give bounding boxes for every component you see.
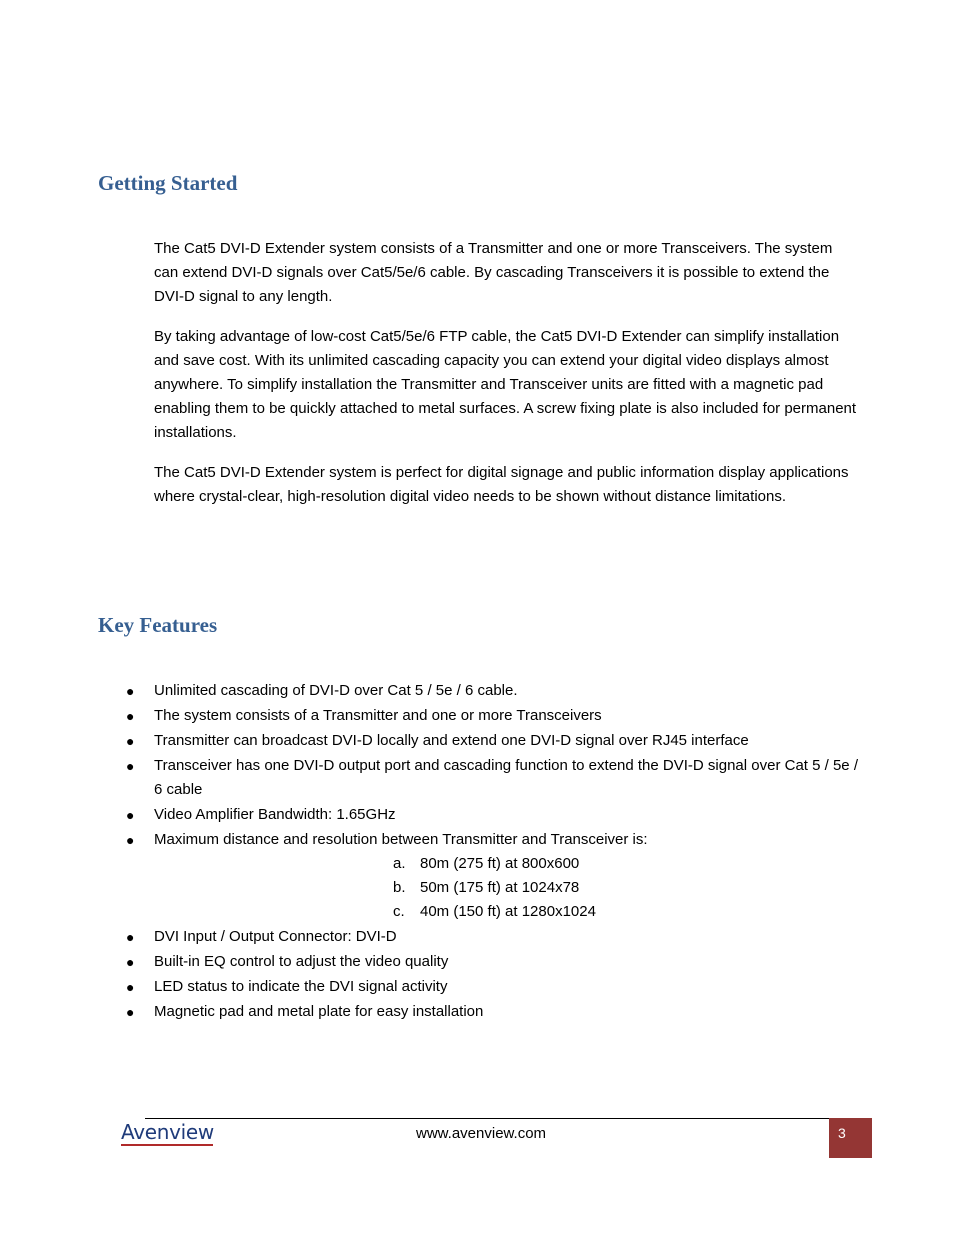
paragraph-intro: The Cat5 DVI-D Extender system consists of a Transmitter and one or more Transceivers. The system can extend DVI-D signals over Cat5/5e/6 cable. By cascading Transceivers it is possible to extend the DVI-D signal to any length. [154, 240, 833, 305]
bullet-icon: ● [126, 954, 135, 970]
bullet-icon: ● [126, 683, 135, 699]
key-features-list [0, 679, 954, 1025]
list-item: ● Maximum distance and resolution between Transmitter and Transceiver is: a. 80m (275 ft) at 800x600 b. 50m (175 ft) at 1024x78 c. 40m (150 ft) at 1280x1024 [0, 828, 859, 924]
bullet-icon: ● [126, 929, 135, 945]
heading-key-features: Key Features [98, 613, 218, 637]
bullet-icon: ● [126, 832, 135, 848]
bullet-icon: ● [126, 733, 135, 749]
footer-divider [145, 1118, 829, 1119]
bullet-icon: ● [126, 1004, 135, 1020]
sub-list-item: c. 40m (150 ft) at 1280x1024 [393, 903, 596, 920]
heading-getting-started: Getting Started [98, 171, 238, 195]
bullet-icon: ● [126, 708, 135, 724]
distance-resolution-sublist [154, 852, 859, 924]
bullet-icon: ● [126, 807, 135, 823]
list-item: ● DVI Input / Output Connector: DVI-D [0, 925, 859, 949]
list-item: ● Built-in EQ control to adjust the video quality [0, 950, 859, 974]
avenview-logo: Avenview [121, 1120, 214, 1144]
list-item: ● Video Amplifier Bandwidth: 1.65GHz [0, 803, 859, 827]
page-number-box [829, 1118, 872, 1158]
list-item: ● LED status to indicate the DVI signal activity [0, 975, 859, 999]
page-number: 3 [838, 1125, 846, 1141]
paragraph-applications: The Cat5 DVI-D Extender system is perfect for digital signage and public information display applications where crystal-clear, high-resolution digital video needs to be shown without distance limitations. [154, 464, 849, 505]
bullet-icon: ● [126, 758, 135, 774]
logo-underline [121, 1144, 213, 1146]
list-item: ● The system consists of a Transmitter and one or more Transceivers [0, 704, 859, 728]
list-item: ● Unlimited cascading of DVI-D over Cat 5 / 5e / 6 cable. [0, 679, 859, 703]
list-item: ● Transceiver has one DVI-D output port and cascading function to extend the DVI-D signal over Cat 5 / 5e / 6 cable [0, 754, 859, 802]
sub-list-item: a. 80m (275 ft) at 800x600 [393, 855, 580, 872]
paragraph-installation: By taking advantage of low-cost Cat5/5e/6 FTP cable, the Cat5 DVI-D Extender can simplify installation and save cost. With its unlimited cascading capacity you can extend your digital video displays almost anywhere. To simplify installation the Transmitter and Transceiver units are fitted with a magnetic pad enabling them to be quickly attached to metal surfaces. A screw fixing plate is also included for permanent installations. [154, 328, 857, 441]
bullet-icon: ● [126, 979, 135, 995]
footer-url: www.avenview.com [416, 1125, 547, 1142]
list-item: ● Magnetic pad and metal plate for easy installation [0, 1000, 859, 1024]
sub-list-item: b. 50m (175 ft) at 1024x78 [393, 879, 580, 896]
list-item: ● Transmitter can broadcast DVI-D locally and extend one DVI-D signal over RJ45 interface [0, 729, 859, 753]
